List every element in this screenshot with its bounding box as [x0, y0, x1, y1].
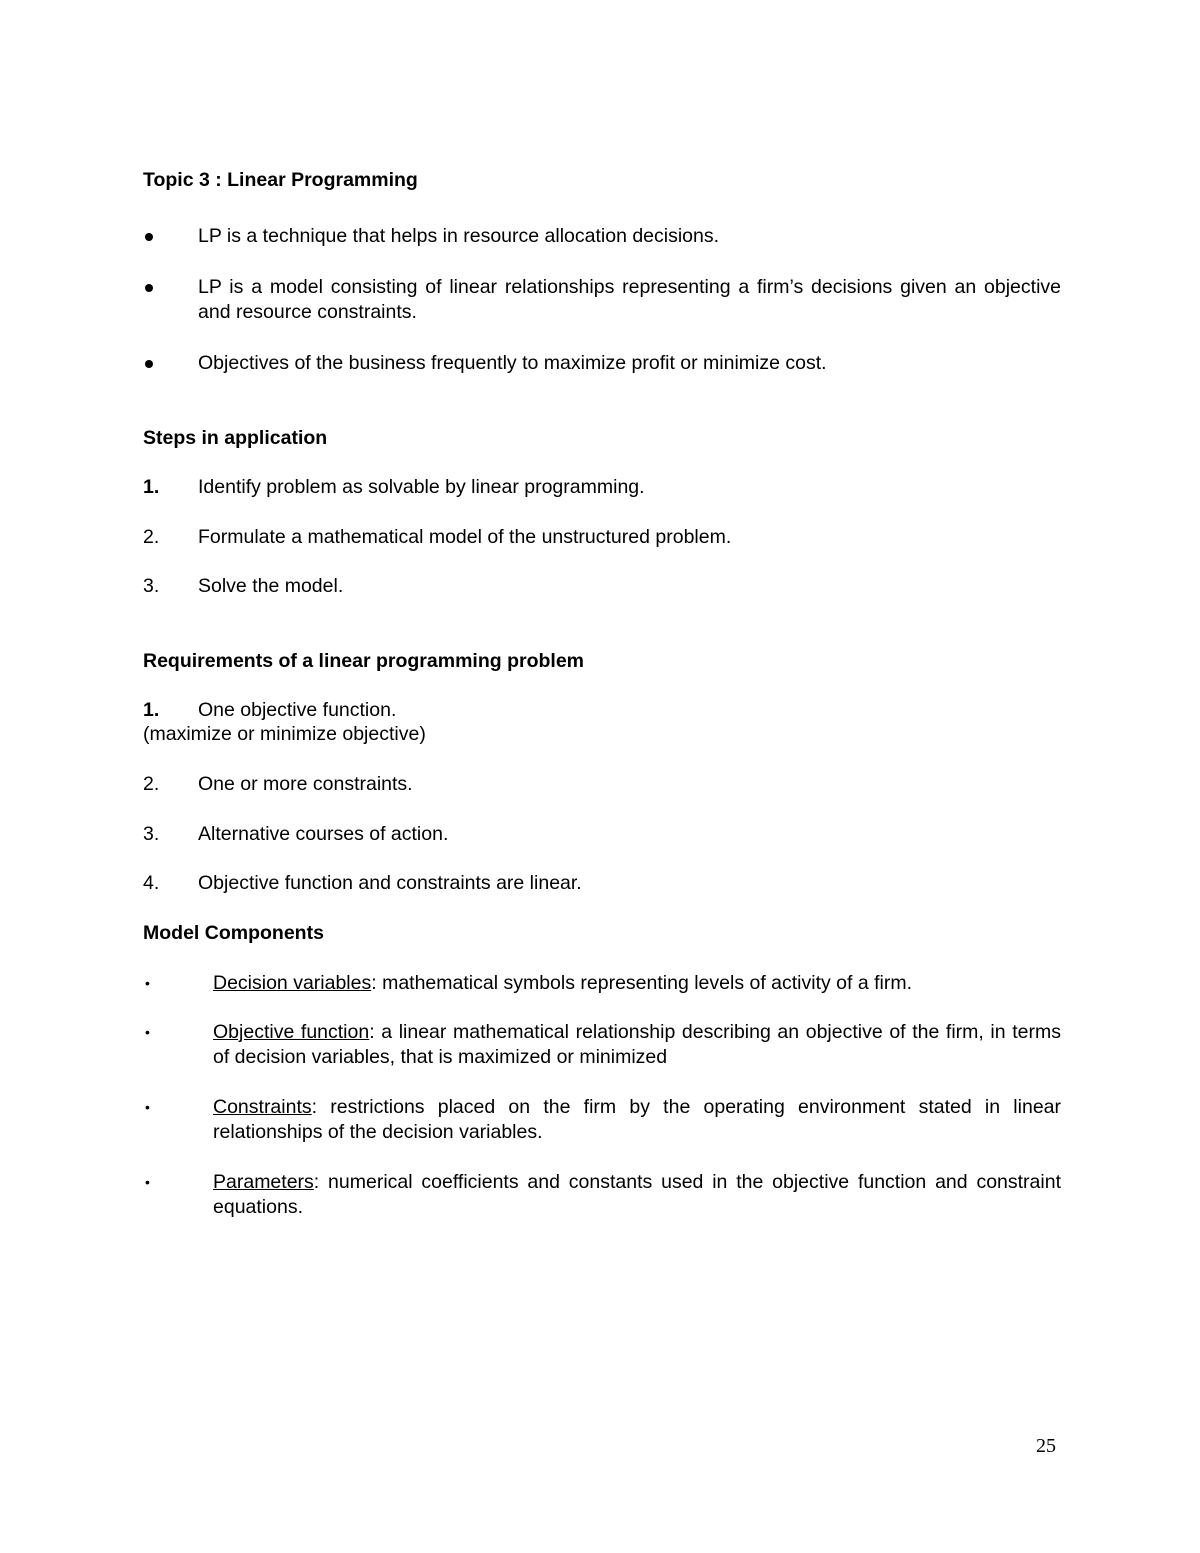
- component-text: [213, 1170, 1061, 1220]
- step-number: 3.: [143, 575, 160, 597]
- component-desc: : a linear mathematical relationship describing an objective of the firm, in terms of decision variables, that is maximized or minimized: [213, 1021, 1061, 1068]
- requirement-text: One objective function.: [198, 699, 397, 721]
- step-number: 2.: [143, 526, 160, 548]
- intro-bullet: [143, 351, 1061, 376]
- component-term: Parameters: [213, 1171, 314, 1193]
- component-item: [143, 1170, 1061, 1220]
- requirement-number: 1.: [143, 699, 160, 721]
- component-text: [213, 1095, 1061, 1145]
- requirement-text: Alternative courses of action.: [198, 823, 449, 845]
- component-desc: : restrictions placed on the firm by the operating environment stated in linear relationships of the decision variables.: [213, 1096, 1061, 1143]
- intro-bullet: [143, 275, 1061, 325]
- intro-bullet-text: Objectives of the business frequently to maximize profit or minimize cost.: [198, 352, 827, 374]
- component-text: [213, 971, 1061, 996]
- bullet-icon: •: [145, 1174, 150, 1190]
- step-text: Formulate a mathematical model of the unstructured problem.: [198, 526, 732, 548]
- bullet-dot-icon: [145, 284, 153, 292]
- component-term: Decision variables: [213, 972, 372, 994]
- requirement-number: 3.: [143, 823, 160, 845]
- components-heading: Model Components: [143, 922, 324, 944]
- bullet-dot-icon: [145, 360, 153, 368]
- requirement-number: 2.: [143, 773, 160, 795]
- component-item: [143, 1095, 1061, 1145]
- topic-heading: Topic 3 : Linear Programming: [143, 169, 418, 191]
- steps-heading: Steps in application: [143, 427, 328, 449]
- component-text: [213, 1020, 1061, 1070]
- component-term: Constraints: [213, 1096, 312, 1118]
- intro-bullet: [143, 224, 1061, 249]
- requirement-text: One or more constraints.: [198, 773, 413, 795]
- requirement-number: 4.: [143, 872, 160, 894]
- bullet-dot-icon: [145, 233, 153, 241]
- component-term: Objective function: [213, 1021, 370, 1043]
- bullet-icon: •: [145, 1024, 150, 1040]
- component-desc: : mathematical symbols representing levels of activity of a firm.: [371, 972, 913, 994]
- requirement-text: Objective function and constraints are linear.: [198, 872, 582, 894]
- bullet-icon: •: [145, 975, 150, 991]
- component-desc: : numerical coefficients and constants used in the objective function and constraint equations.: [213, 1171, 1061, 1218]
- intro-bullet-text: LP is a model consisting of linear relationships representing a firm’s decisions given an objective and resource constraints.: [198, 276, 1061, 323]
- step-text: Solve the model.: [198, 575, 344, 597]
- requirement-subtext: (maximize or minimize objective): [143, 723, 426, 745]
- step-text: Identify problem as solvable by linear programming.: [198, 476, 645, 498]
- intro-bullet-text: LP is a technique that helps in resource allocation decisions.: [198, 225, 720, 247]
- page-number: 25: [1036, 1435, 1056, 1457]
- bullet-icon: •: [145, 1099, 150, 1115]
- component-item: [143, 971, 1061, 996]
- requirements-heading: Requirements of a linear programming problem: [143, 650, 584, 672]
- component-item: [143, 1020, 1061, 1070]
- step-number: 1.: [143, 476, 160, 498]
